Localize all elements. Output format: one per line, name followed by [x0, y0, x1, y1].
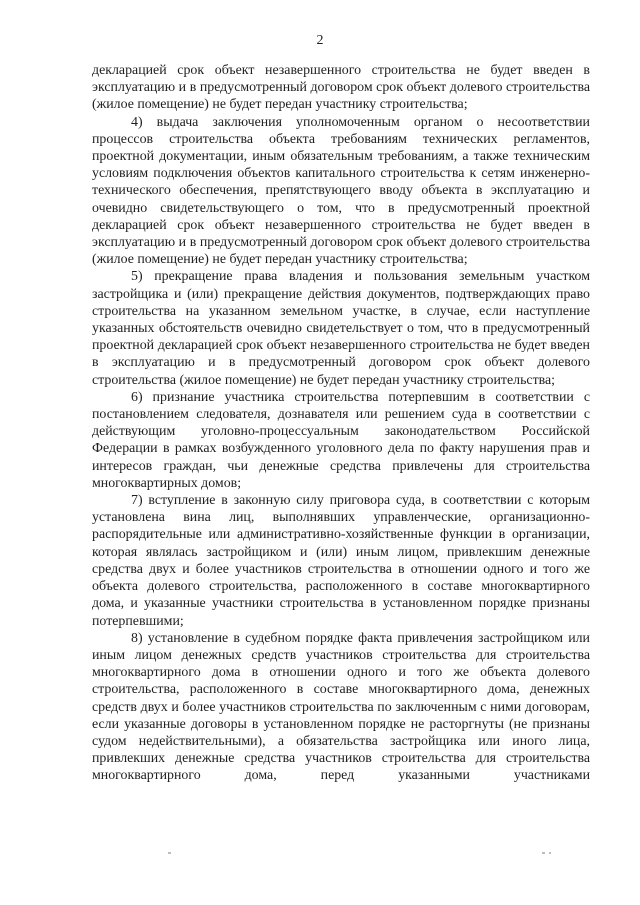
paragraph-item-5: 5) прекращение права владения и пользования земельным участком застройщика и (или) прекращение действия документов, подтверждающих право строительства на указанном земельном участке, в случае, если наступление указанных обстоятельств очевидно свидетельствует о том, что в предусмотренный проектной декларацией срок объект незавершенного строительства не будет введен в эксплуатацию и в предусмотренный договором срок объект долевого строительства (жилое помещение) не будет передан участнику строительства;	[92, 269, 590, 388]
paragraph-item-6: 6) признание участника строительства потерпевшим в соответствии с постановлением следователя, дознавателя или решением суда в соответствии с действующим уголовно-процессуальным законодательством Российской Федерации в рамках возбужденного уголовного дела по факту нарушения прав и интересов граждан, чьи денежные средства привлечены для строительства многоквартирных домов;	[92, 389, 590, 491]
paragraph-intro-continuation: декларацией срок объект незавершенного строительства не будет введен в эксплуатацию и в предусмотренный договором срок объект долевого строительства (жилое помещение) не будет передан участнику строительства;	[92, 63, 590, 113]
paragraph-item-8: 8) установление в судебном порядке факта привлечения застройщиком или иным лицом денежных средств участников строительства для строительства многоквартирного дома в отношении одного и того же объекта долевого строительства, расположенного в составе многоквартирного дома, денежных средств двух и более участников строительства по заключенным с ними договорам, если указанные договоры в установленном порядке не расторгнуты (не признаны судом недействительными), а обязательства застройщика или иного лица, привлекших денежные средства участников строительства для строительства многоквартирного дома, перед указанными участниками	[92, 630, 590, 784]
scan-speck-left	[168, 852, 171, 854]
scan-speck-right	[542, 852, 545, 854]
paragraph-item-4: 4) выдача заключения уполномоченным органом о несоответствии процессов строительства объекта требованиям технических регламентов, проектной документации, иным обязательным требованиям, а также техническим условиям подключения объектов капитального строительства к сетям инженерно-технического обеспечения, препятствующего вводу объекта в эксплуатацию и очевидно свидетельствующего о том, что в предусмотренный проектной декларацией срок объект незавершенного строительства не будет введен в эксплуатацию и в предусмотренный договором срок объект долевого строительства (жилое помещение) не будет передан участнику строительства;	[92, 114, 590, 268]
scan-speck-right-2	[549, 852, 551, 854]
page-number: 2	[316, 33, 324, 48]
document-body	[92, 62, 590, 785]
paragraph-item-7: 7) вступление в законную силу приговора суда, в соответствии с которым установлена вина лиц, выполнявших управленческие, организационно-распорядительные или административно-хозяйственные функции в организации, которая являлась застройщиком и (или) иным лицом, привлекшим денежные средства двух и более участников строительства в отношении одного и того же объекта долевого строительства, расположенного в составе многоквартирного дома, и указанные участники строительства в установленном порядке признаны потерпевшими;	[92, 493, 590, 629]
